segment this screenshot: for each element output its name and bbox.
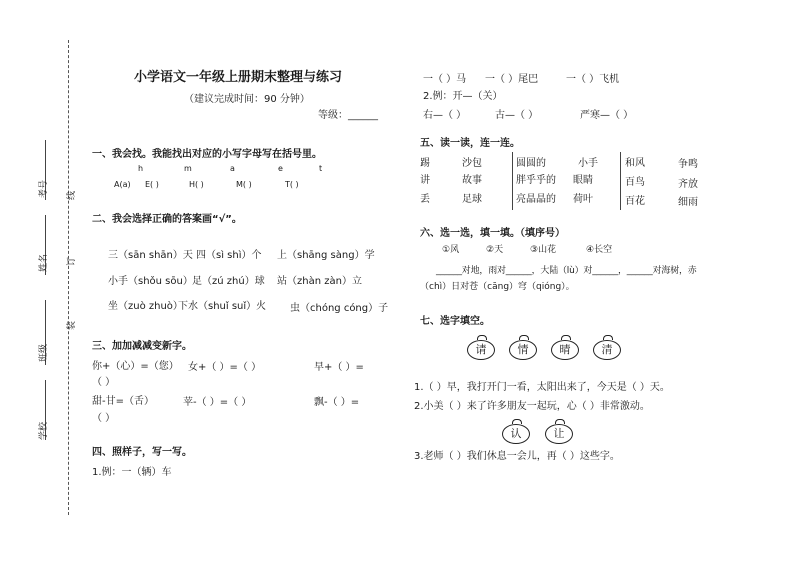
ding-mark: 订 [67, 256, 77, 266]
s5-c2-r2: 故事 [462, 175, 482, 186]
s2-r1-c2: 四（sì shì）个 [196, 250, 262, 261]
s5-c5-r3: 百花 [625, 196, 645, 207]
s5-divider-1 [512, 152, 513, 210]
s3-l2-tail: （ ） [92, 413, 116, 424]
number-label: 考号 [39, 179, 49, 198]
s3-l1-tail: （ ） [92, 377, 116, 388]
s3-l1-b: 女+（ ）=（ ） [188, 362, 262, 373]
s1-lower-a: a [230, 164, 235, 173]
s2-r2-c2: 足（zú zhú）球 [192, 276, 265, 287]
s5-c3-r2: 胖乎乎的 [516, 175, 556, 186]
s1-upper-m: M( ) [236, 180, 252, 189]
char-badge-qing4: 清 [593, 340, 621, 360]
s2-r2-c1: 小手（shǒu sōu） [108, 276, 193, 287]
s5-c6-r3: 细雨 [678, 197, 698, 208]
s5-c6-r2: 齐放 [678, 179, 698, 190]
s5-c4-r3: 荷叶 [573, 194, 593, 205]
s1-lower-m: m [184, 164, 192, 173]
name-label: 姓名 [39, 253, 49, 272]
s5-c4-r1: 小手 [578, 158, 598, 169]
s4-example-1: 1.例：一（辆）车 [92, 467, 172, 478]
s5-c2-r3: 足球 [462, 194, 482, 205]
s6-option-2: ②天 [486, 245, 504, 255]
s5-c1-r2: 讲 [420, 175, 430, 186]
s3-l2-b: 苹-（ ）=（ ） [183, 397, 252, 408]
s6-option-1: ①风 [442, 245, 460, 255]
s4-cont-2: 一（ ）尾巴 [485, 74, 539, 85]
char-badge-ren: 认 [502, 424, 530, 444]
s4-cont-1: 一（ ）马 [423, 74, 467, 85]
s1-upper-e: E( ) [145, 180, 159, 189]
s2-r1-c1: 三（sān shān）天 [108, 250, 193, 261]
s6-title: 六、选一选，填一填。（填序号） [420, 228, 565, 239]
s7-q1: 1.（ ）早，我打开门一看，太阳出来了，今天是（ ）天。 [414, 382, 670, 393]
s4-example-2: 2.例：开—（关） [423, 91, 503, 102]
s1-upper-h: H( ) [189, 180, 204, 189]
s1-title: 一、我会找。我能找出对应的小写字母写在括号里。 [92, 149, 322, 160]
s1-lower-e: e [278, 164, 283, 173]
s4-title: 四、照样子，写一写。 [92, 447, 192, 458]
s5-c1-r3: 丢 [420, 194, 430, 205]
s2-r3-c2: 下水（shuǐ suǐ） [178, 301, 257, 312]
page-title: 小学语文一年级上册期末整理与练习 [134, 70, 343, 85]
s3-l1-a: 你+（心）=（您） [92, 361, 179, 372]
s5-c5-r2: 百鸟 [625, 177, 645, 188]
binding-dashed-line [68, 40, 69, 515]
s3-title: 三、加加减减变新字。 [92, 341, 192, 352]
s5-c5-r1: 和风 [625, 158, 645, 169]
s6-line-2: （chì）日对苍（cāng）穹（qióng）。 [420, 282, 575, 292]
char-badge-qing2: 情 [509, 340, 537, 360]
s1-upper-a: A(a) [114, 180, 131, 189]
s5-divider-2 [620, 152, 621, 210]
s6-line-1: ______对地，雨对______，大陆（lù）对______，______对海树，赤 [436, 266, 697, 276]
zhuang-mark: 装 [67, 320, 77, 330]
s5-c2-r1: 沙包 [462, 158, 482, 169]
s7-q3: 3.老师（ ）我们休息一会儿，再（ ）这些字。 [414, 451, 620, 462]
s2-r2-c3: 站（zhàn zàn）立 [277, 276, 362, 287]
school-label: 学校 [39, 421, 49, 440]
class-label: 班级 [39, 343, 49, 362]
s2-r1-c3: 上（shāng sàng）学 [277, 250, 375, 261]
s5-c1-r1: 踢 [420, 158, 430, 169]
xian-mark: 线 [67, 190, 77, 200]
s2-r3-c4: 虫（chóng cóng）子 [290, 303, 389, 314]
s1-upper-t: T( ) [285, 180, 299, 189]
s3-l2-c: 飘-（ ）= [314, 397, 360, 408]
s5-c4-r2: 眼睛 [573, 175, 593, 186]
s1-lower-h: h [138, 164, 144, 173]
s2-title: 二、我会选择正确的答案画“√”。 [92, 214, 242, 225]
s5-title: 五、读一读，连一连。 [420, 138, 520, 149]
char-badge-qing3: 晴 [551, 340, 579, 360]
s1-lower-t: t [319, 164, 323, 173]
s3-l2-a: 甜-甘=（舌） [92, 396, 154, 407]
s4-pair-2: 古—（ ） [495, 110, 539, 121]
s2-r3-c1: 坐（zuò zhuò） [108, 301, 183, 312]
char-badge-rang: 让 [545, 424, 573, 444]
s4-pair-1: 右—（ ） [423, 110, 467, 121]
s5-c6-r1: 争鸣 [678, 159, 698, 170]
s4-pair-3: 严寒—（ ） [580, 110, 634, 121]
char-badge-qing1: 请 [467, 340, 495, 360]
s7-q2: 2.小美（ ）来了许多朋友一起玩，心（ ）非常激动。 [414, 401, 650, 412]
s5-c3-r3: 亮晶晶的 [516, 194, 556, 205]
s6-option-3: ③山花 [530, 245, 557, 255]
s3-l1-c: 早+（ ）= [314, 362, 364, 373]
s4-cont-3: 一（ ）飞机 [566, 74, 620, 85]
page-subtitle: （建议完成时间：90 分钟） [184, 94, 310, 105]
s2-r3-c3: 火 [256, 301, 266, 312]
s6-option-4: ④长空 [586, 245, 613, 255]
s5-c3-r1: 圆圆的 [516, 158, 546, 169]
s7-title: 七、选字填空。 [420, 316, 490, 327]
grade-label: 等级：______ [318, 110, 378, 121]
